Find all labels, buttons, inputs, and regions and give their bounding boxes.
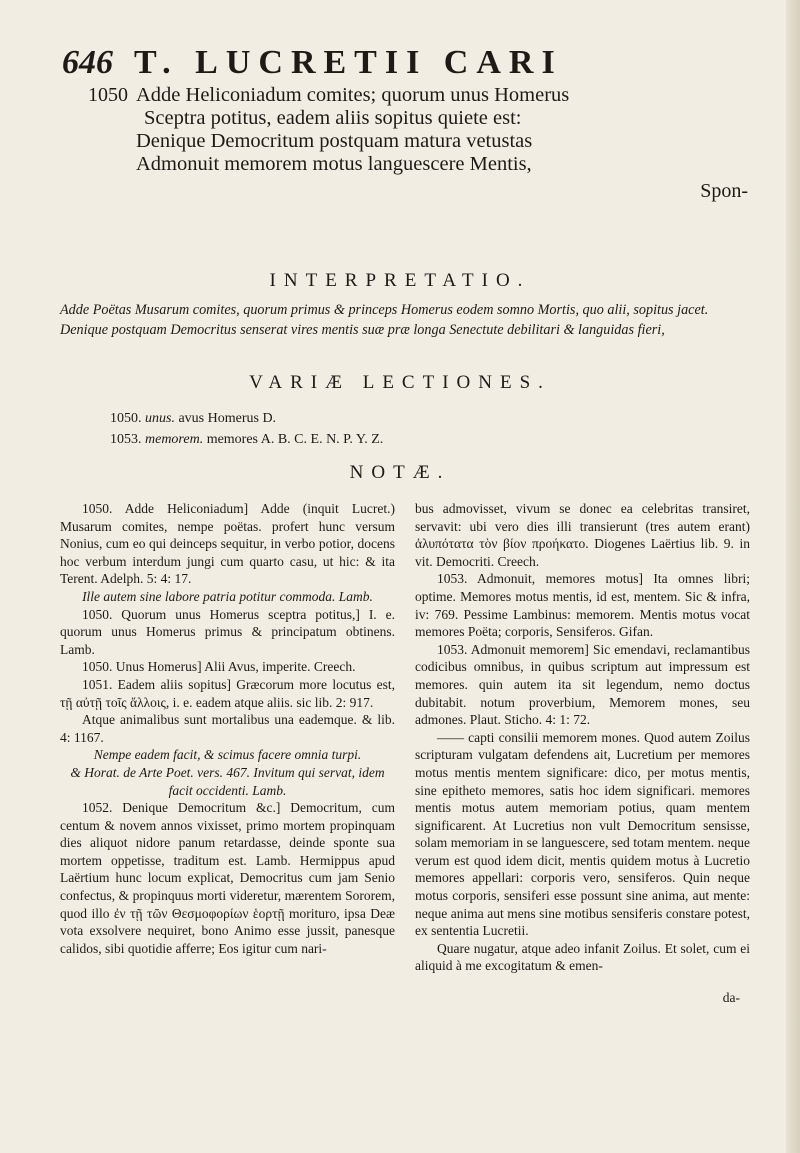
note: 1050. Adde Heliconiadum] Adde (inquit Lucret.) Musarum comites, nempe poëtas. profert hunc versum Nonius, cum eo qui deinceps sequitur, in verbo potior, docens hoc verbum interdum jungi cum quarto casu, ut hic: & ita Terent. Adelph. 5: 4: 17. bbox=[60, 501, 395, 587]
variae-lectiones bbox=[110, 408, 760, 450]
note: Atque animalibus sunt mortalibus una eademque. & lib. 4: 1167. bbox=[60, 712, 395, 745]
interpretatio-text: Adde Poëtas Musarum comites, quorum primus & princeps Homerus eodem somno Mortis, quo alii, sopitus jacet. Denique postquam Democritus senserat vires mentis suæ præ longa Senectute debilitari & languidas fieri, bbox=[60, 302, 709, 338]
catchword: Spon- bbox=[700, 180, 748, 202]
note: 1053. Admonuit memorem] Sic emendavi, reclamantibus codicibus omnibus, in quibus scriptum aut impressum est memores. quin autem ita sit legendum, nemo doctus dubitabit. notum proverbium, Memorem mones, seu admones. Plaut. Sticho. 4: 1: 72. bbox=[415, 641, 750, 728]
notes-left-column bbox=[60, 500, 395, 957]
page-number: 646 bbox=[62, 44, 113, 81]
quotation: Nempe eadem facit, & scimus facere omnia turpi. bbox=[93, 747, 362, 763]
notes-right-column bbox=[415, 500, 750, 1020]
quotation: & Horat. de Arte Poet. vers. 467. Invitum qui servat, idem facit occidenti. Lamb. bbox=[70, 764, 385, 798]
note: 1053. Admonuit, memores motus] Ita omnes libri; optime. Memores motus mentis, id est, mentem. Sic & infra, iv: 769. Pessime Lambinus: memorem. Mentis motus vocat memores Poëta; corporis, Sensiferos. Gifan. bbox=[415, 571, 750, 640]
verse-line: 1050 Adde Heliconiadum comites; quorum unus Homerus bbox=[88, 84, 570, 106]
interpretatio-heading: INTERPRETATIO. bbox=[269, 270, 531, 291]
note: Quare nugatur, atque adeo infanit Zoilus. Et solet, cum ei aliquid à me excogitatum & emen- bbox=[415, 940, 750, 974]
page-edge bbox=[786, 0, 800, 1153]
note: bus admovisset, vivum se donec ea celebritas transiret, servavit: ubi vero dies illi transierunt (tres autem erant) ἀλυπότατα τὸν βίον προήκατο. Diogenes Laërtius lib. 9. in vit. Democriti. Creech. bbox=[415, 501, 750, 569]
verse-line: Denique Democritum postquam matura vetustas bbox=[136, 130, 533, 152]
note: —— capti consilii memorem mones. Quod autem Zoilus scripturam vulgatam defendens ait, Lucretium per memores motus mentis mentem significare: dico, per motus mentis, sine epitheto memores, satis hoc idem significari. memores mentis motus autem memoriam potius, quam mentem significarent. At Lucretius non vult Democritum sensisse, solam memoriam in se languescere, sed totam mentem. neque verum est quod idem dicit, mentis quidem motus à Lucretio memores appellari: corporis vero, sensiferos. Quin neque motus corporis, sensiferi esse possunt sine anima, aut mente: neque anima aut mens sine motibus sensiferis constare potest, ex sententia Lucretii. bbox=[415, 729, 750, 939]
catchword: da- bbox=[722, 989, 740, 1005]
note: 1050. Quorum unus Homerus sceptra potitus,] I. e. quorum unus Homerus primus & principatum obtinens. Lamb. bbox=[60, 606, 395, 657]
variant-line: 1050. unus. avus Homerus D. bbox=[110, 411, 277, 426]
verse-line: Sceptra potitus, eadem aliis sopitus quiete est: bbox=[144, 107, 522, 129]
note: 1052. Denique Democritum &c.] Democritum, cum centum & novem annos vixisset, primo mortem propinquam dies aliquot nidore panum retardasse, deinde sponte sua mortem oppetisse, traditum est. Lamb. Hermippus apud Laërtium hunc locum explicat, Democritus cum jam Senio confectus, & propinquus morti videretur, mærentem Sororem, quod illo ἐν τῇ τῶν Θεσμοφορίων ἑορτῇ morituro, ipsa Deæ vota exsolvere nequiret, bono Animo esse jussit, panesque calidos, sibi quotidie afferre; Eos igitur cum nari- bbox=[60, 800, 395, 956]
quotation: Ille autem sine labore patria potitur commoda. Lamb. bbox=[82, 588, 373, 604]
verse-number: 1050 bbox=[88, 84, 128, 106]
note: 1051. Eadem aliis sopitus] Græcorum more locutus est, τῇ αὐτῇ τοῖς ἄλλοις, i. e. eadem atque aliis. sic lib. 2: 917. bbox=[60, 676, 395, 710]
verse-block bbox=[88, 84, 756, 203]
variae-heading: VARIÆ LECTIONES. bbox=[249, 372, 551, 393]
verse-line: Admonuit memorem motus languescere Mentis, bbox=[136, 153, 532, 175]
running-head: T. LUCRETII CARI bbox=[134, 44, 563, 81]
notae-heading: NOTÆ. bbox=[349, 462, 451, 483]
variant-line: 1053. memorem. memores A. B. C. E. N. P. Y. Z. bbox=[110, 432, 384, 447]
note: 1050. Unus Homerus] Alii Avus, imperite. Creech. bbox=[82, 659, 356, 675]
